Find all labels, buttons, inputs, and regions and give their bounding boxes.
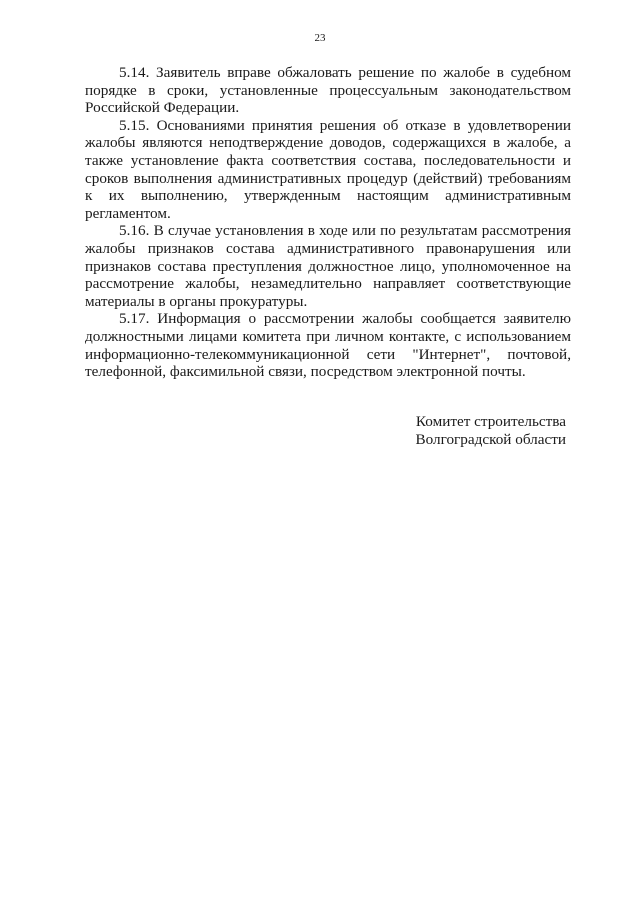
paragraph-5-16: 5.16. В случае установления в ходе или по результатам рассмотрения жалобы признаков состава административного правонарушения или признаков состава преступления должностное лицо, уполномоченное на рассмотрение жалобы, незамедлительно направляет соответствующие материалы в органы прокуратуры. xyxy=(85,222,571,310)
document-body xyxy=(85,64,571,381)
signature-line-1: Комитет строительства xyxy=(415,413,566,430)
page-number: 23 xyxy=(314,32,326,44)
signature-line-2: Волгоградской области xyxy=(415,431,566,448)
signature-block xyxy=(360,413,566,449)
paragraph-5-14: 5.14. Заявитель вправе обжаловать решение по жалобе в судебном порядке в сроки, установленные процессуальным законодательством Российской Федерации. xyxy=(85,64,571,117)
paragraph-5-15: 5.15. Основаниями принятия решения об отказе в удовлетворении жалобы являются неподтверждение доводов, содержащихся в жалобе, а также установление факта соответствия состава, последовательности и сроков выполнения административных процедур (действий) требованиям к их выполнению, утвержденным настоящим административным регламентом. xyxy=(85,116,571,222)
paragraph-5-17: 5.17. Информация о рассмотрении жалобы сообщается заявителю должностными лицами комитета при личном контакте, с использованием информационно-телекоммуникационной сети "Интернет", почтовой, телефонной, факсимильной связи, посредством электронной почты. xyxy=(85,310,571,381)
